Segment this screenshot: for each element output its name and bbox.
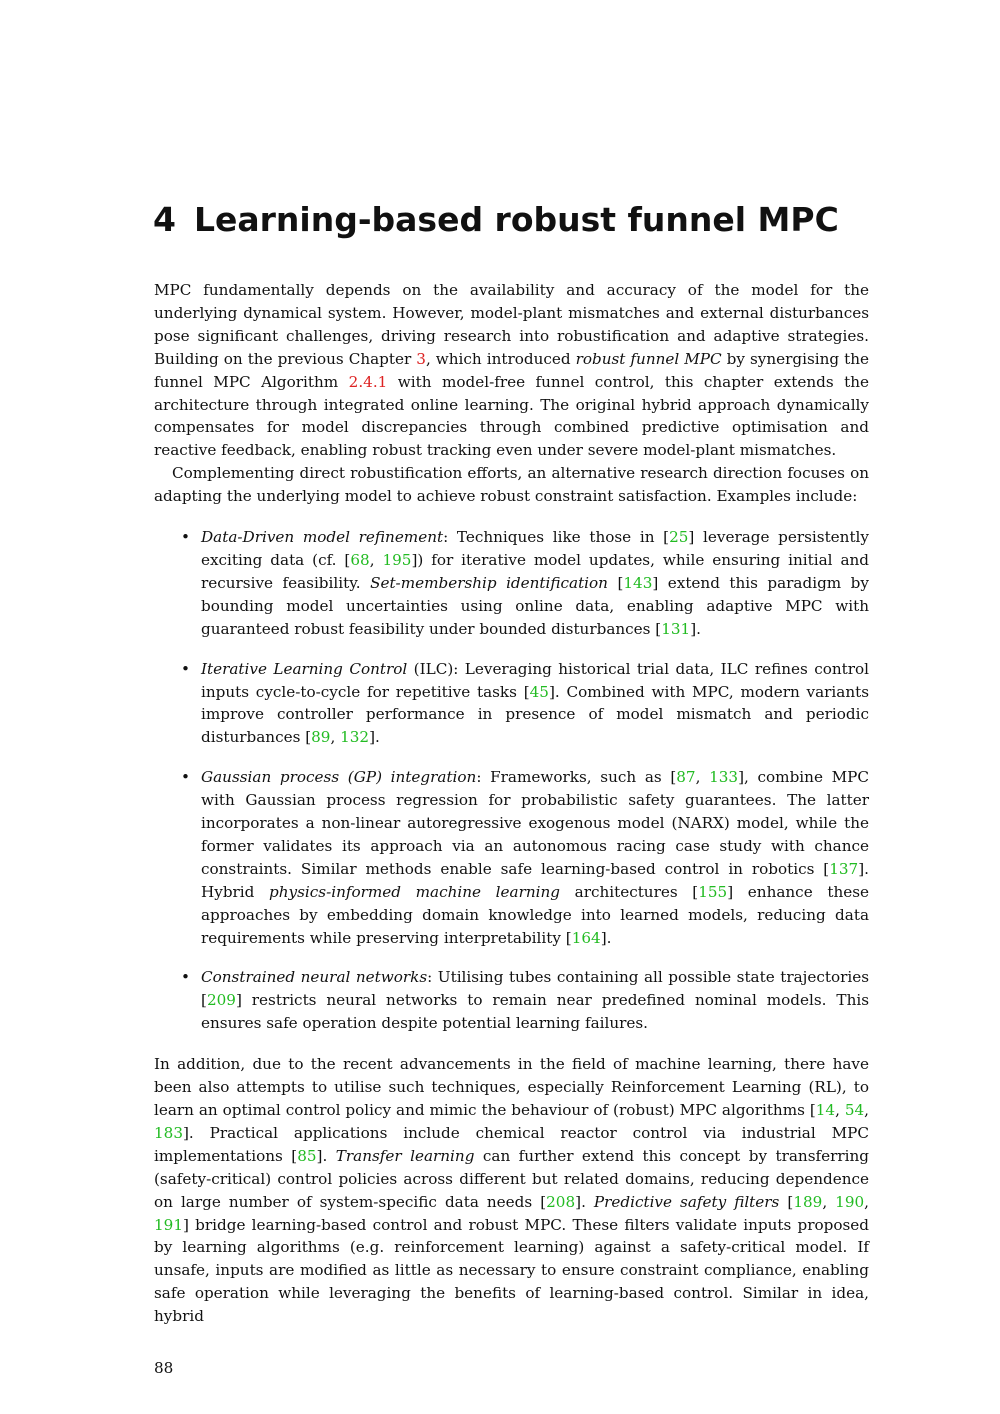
emphasis-text: Predictive safety filters [593, 1192, 780, 1211]
complement-paragraph: Complementing direct robustification efforts, an alternative research direction focuses on adapting the underlying model to achieve robust constraint satisfaction. Examples include: [154, 464, 869, 506]
citation-link[interactable]: 133 [709, 768, 739, 787]
text-run: , [695, 768, 710, 787]
text-run: [ [779, 1192, 794, 1211]
text-run: , [330, 728, 341, 747]
bullet-item [154, 966, 869, 1035]
emphasis-text: Transfer learning [335, 1146, 475, 1165]
text-run: ]. [575, 1192, 594, 1211]
text-run: ]. [369, 728, 380, 747]
text-run: ] leverage persistently exciting data (cf. [ [201, 528, 869, 569]
text-run: : Utilising tubes containing all possible state trajectories [ [201, 968, 869, 1010]
citation-link[interactable]: 14 [815, 1101, 836, 1119]
text-run: : Techniques like those in [ [443, 528, 670, 547]
citation-link[interactable]: 54 [844, 1101, 865, 1119]
text-run: ]. [316, 1146, 336, 1165]
intro-emphasis: robust funnel MPC [575, 349, 722, 368]
citation-link[interactable]: 87 [676, 768, 696, 787]
bullet-item [154, 526, 869, 641]
text-run: ]. Hybrid [201, 859, 869, 901]
text-run: can further extend this concept by transferring (safety-critical) control policies across different but related domains, reducing dependence on large number of system-specific data needs [ [154, 1146, 869, 1211]
intro-text-2: , which introduced [425, 349, 576, 368]
text-run: ]. Practical applications include chemical reactor control via industrial MPC implementations [ [154, 1123, 869, 1165]
citation-link[interactable]: 45 [529, 682, 549, 701]
emphasis-text: Gaussian process (GP) integration [201, 768, 477, 787]
citation-link[interactable]: 137 [829, 859, 859, 878]
text-run: , [822, 1192, 836, 1211]
text-run: ]. [690, 619, 701, 638]
citation-link[interactable]: 189 [793, 1192, 823, 1211]
intro-paragraph [154, 279, 869, 462]
text-run: ] restricts neural networks to remain near predefined nominal models. This ensures safe operation despite potential learning failures. [201, 991, 869, 1033]
citation-link[interactable]: 131 [661, 619, 691, 638]
page-number: 88 [154, 1359, 174, 1377]
emphasis-text: physics-informed machine learning [269, 882, 560, 901]
text-run: architectures [ [559, 882, 699, 901]
intro-text-4: with model-free funnel control, this chapter extends the architecture through integrated online learning. The original hybrid approach dynamically compensates for model discrepancies through combined predictive optimisation and reactive feedback, enabling robust tracking even under severe model-plant mismatches. [154, 372, 870, 460]
citation-link[interactable]: 132 [340, 728, 370, 747]
bullet-marker: • [181, 968, 190, 987]
text-run: ]. [600, 928, 612, 947]
citation-link[interactable]: 85 [297, 1146, 317, 1165]
bullet-marker: • [181, 528, 190, 547]
emphasis-text: Set-membership identification [370, 573, 608, 592]
citation-link[interactable]: 25 [669, 528, 689, 547]
bullet-item [154, 658, 869, 750]
bullet-marker: • [181, 768, 190, 787]
citation-link[interactable]: 195 [382, 550, 412, 569]
citation-link[interactable]: 209 [206, 991, 236, 1010]
text-run: ]. Combined with MPC, modern variants improve controller performance in presence of model mismatch and periodic disturbances [ [201, 682, 869, 747]
emphasis-text: Data-Driven model refinement [201, 528, 444, 547]
text-run: , [835, 1101, 845, 1119]
text-run: ]) for iterative model updates, while ensuring initial and recursive feasibility. [201, 550, 870, 592]
citation-link[interactable]: 164 [571, 928, 601, 947]
citation-link[interactable]: 190 [835, 1192, 865, 1211]
chapter-title: Learning-based robust funnel MPC [193, 200, 839, 239]
closing-paragraph [154, 1053, 869, 1328]
text-run: , [864, 1192, 869, 1211]
citation-link[interactable]: 208 [546, 1192, 576, 1211]
text-run: ] bridge learning-based control and robust MPC. These filters validate inputs proposed by learning algorithms (e.g. reinforcement learning) against a safety-critical model. If unsafe, inputs are modified as little as necessary to ensure constraint compliance, enabling safe operation while leveraging the benefits of learning-based control. Similar in idea, hybrid [154, 1215, 869, 1326]
algorithm-reference-link[interactable]: 2.4.1 [348, 372, 388, 391]
chapter-number: 4 [153, 200, 176, 239]
intro-text-3: by synergising the funnel MPC Algorithm [154, 349, 869, 391]
emphasis-text: Iterative Learning Control [201, 659, 408, 678]
text-run: , [864, 1101, 869, 1119]
chapter-body [154, 279, 869, 1328]
citation-link[interactable]: 143 [623, 573, 653, 592]
text-run: (ILC): Leveraging historical trial data, ILC refines control inputs cycle-to-cycle for repetitive tasks [ [201, 659, 869, 701]
text-run: : Frameworks, such as [ [476, 768, 677, 787]
text-run: , [369, 550, 383, 569]
chapter-heading [153, 196, 913, 244]
bullet-marker: • [181, 659, 190, 678]
text-run: [ [607, 573, 624, 592]
citation-link[interactable]: 68 [350, 550, 370, 569]
citation-link[interactable]: 183 [154, 1123, 183, 1142]
emphasis-text: Constrained neural networks [201, 968, 428, 987]
text-run: ], combine MPC with Gaussian process regression for probabilistic safety guarantees. The latter incorporates a non-linear autoregressive exogenous model (NARX) model, while the former validates its approach via an autonomous racing case study with chance constraints. Similar methods enable safe learning-based control in robotics [ [201, 768, 870, 878]
intro-text-1: MPC fundamentally depends on the availability and accuracy of the model for the underlying dynamical system. However, model-plant mismatches and external disturbances pose significant challenges, driving research into robustification and adaptive strategies. Building on the previous Chapter [154, 281, 869, 368]
chapter-reference-link[interactable]: 3 [416, 349, 426, 368]
text-run: ] enhance these approaches by embedding domain knowledge into learned models, reducing data requirements while preserving interpretability [ [201, 882, 869, 947]
citation-link[interactable]: 89 [311, 728, 331, 747]
text-run: ] extend this paradigm by bounding model uncertainties using online data, enabling adaptive MPC with guaranteed robust feasibility under bounded disturbances [ [201, 573, 869, 638]
citation-link[interactable]: 155 [698, 882, 728, 901]
examples-list [154, 526, 869, 1035]
text-run: In addition, due to the recent advancements in the field of machine learning, there have been also attempts to utilise such techniques, especially Reinforcement Learning (RL), to learn an optimal control policy and mimic the behaviour of (robust) MPC algorithms [ [154, 1055, 869, 1119]
bullet-item [154, 766, 869, 949]
citation-link[interactable]: 191 [154, 1215, 183, 1234]
